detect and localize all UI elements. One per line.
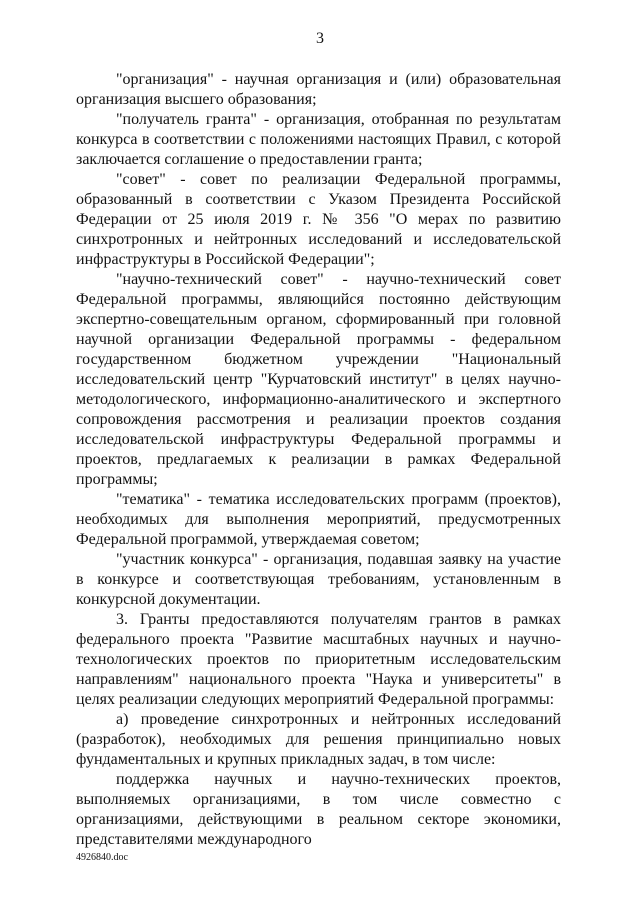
paragraph-scientific-council-definition: "научно-технический совет" - научно-технический совет Федеральной программы, являющийся постоянно действующим экспертно-совещательным органом, сформированный при головной научной организации Федеральной программы - федеральном государственном бюджетном учреждении "Национальный исследовательский центр "Курчатовский институт" в целях научно-методологического, информационно-аналитического и экспертного сопровождения рассмотрения и реализации проектов создания исследовательской инфраструктуры Федеральной программы и проектов, предлагаемых к реализации в рамках Федеральной программы;	[76, 271, 561, 488]
document-footer-filename: 4926840.doc	[76, 852, 128, 863]
document-body	[76, 70, 561, 850]
page-number: 3	[316, 30, 324, 47]
paragraph-section-3: 3. Гранты предоставляются получателям грантов в рамках федерального проекта "Развитие масштабных научных и научно-технологических проектов по приоритетным исследовательским направлениям" национального проекта "Наука и университеты" в целях реализации следующих мероприятий Федеральной программы:	[76, 611, 561, 708]
paragraph-council-definition: "совет" - совет по реализации Федеральной программы, образованный в соответствии с Указом Президента Российской Федерации от 25 июля 2019 г. № 356 "О мерах по развитию синхротронных и нейтронных исследований и исследовательской инфраструктуры в Российской Федерации";	[76, 171, 561, 268]
paragraph-topic-definition: "тематика" - тематика исследовательских программ (проектов), необходимых для выполнения мероприятий, предусмотренных Федеральной программой, утверждаемая советом;	[76, 491, 561, 548]
paragraph-grant-recipient-definition: "получатель гранта" - организация, отобранная по результатам конкурса в соответствии с положениями настоящих Правил, с которой заключается соглашение о предоставлении гранта;	[76, 111, 561, 168]
paragraph-organization-definition: "организация" - научная организация и (или) образовательная организация высшего образования;	[76, 71, 561, 108]
paragraph-support-projects: поддержка научных и научно-технических проектов, выполняемых организациями, в том числе совместно с организациями, действующими в реальном секторе экономики, представителями международного	[76, 771, 561, 848]
paragraph-item-a: а) проведение синхротронных и нейтронных исследований (разработок), необходимых для решения принципиально новых фундаментальных и крупных прикладных задач, в том числе:	[76, 711, 561, 768]
paragraph-participant-definition: "участник конкурса" - организация, подавшая заявку на участие в конкурсе и соответствующая требованиям, установленным в конкурсной документации.	[76, 551, 561, 608]
